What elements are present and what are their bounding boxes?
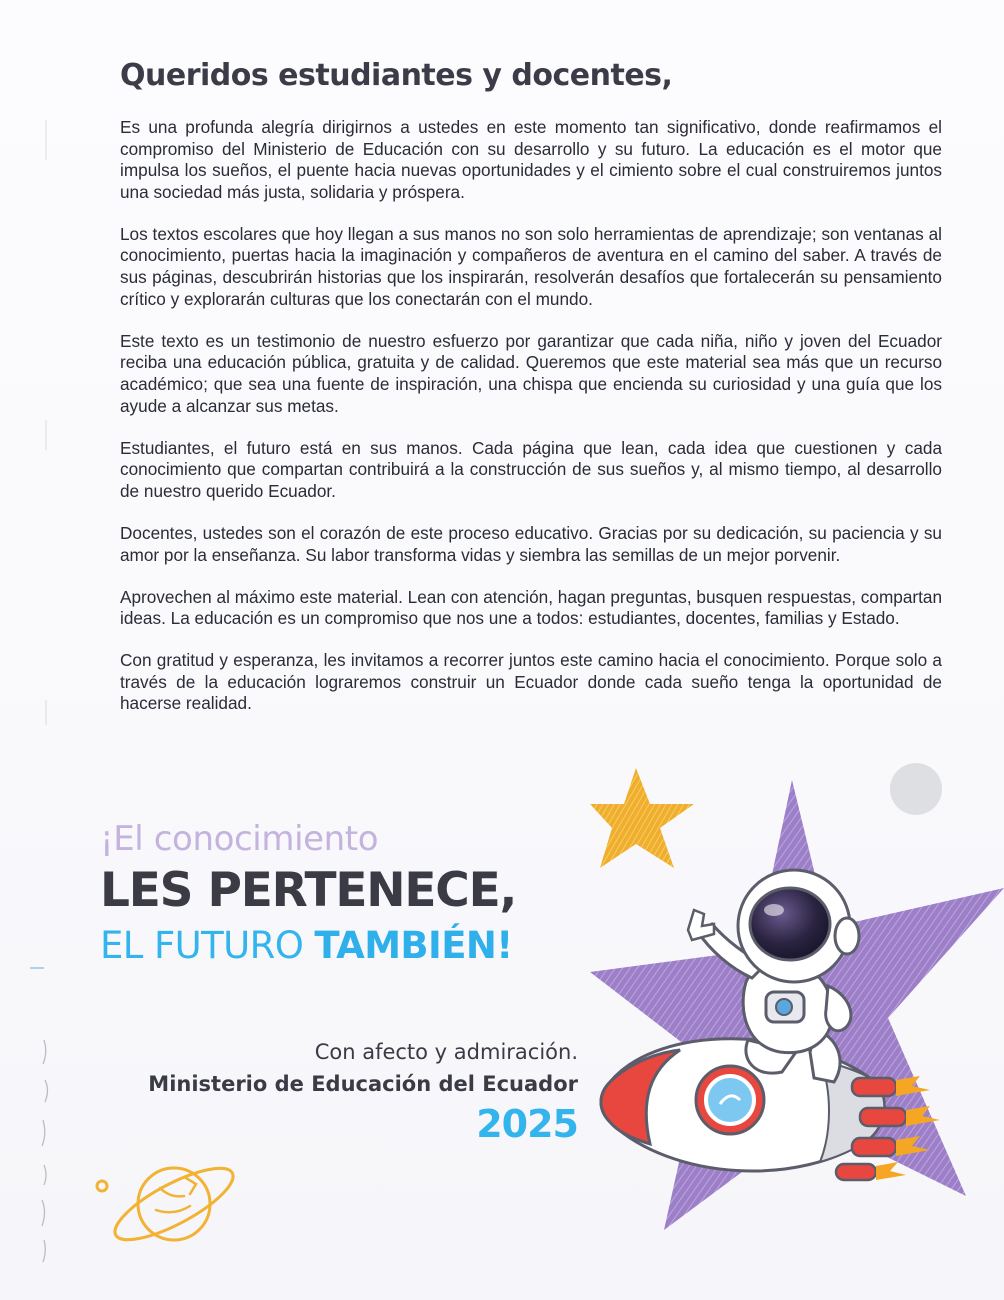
letter-paragraph: Aprovechen al máximo este material. Lean con atención, hagan preguntas, busquen respuestas, compartan ideas. La educación es un compromiso que nos une a todos: estudiantes, docentes, familias y Estado.	[120, 586, 942, 629]
signature	[148, 1036, 578, 1148]
yellow-star-icon	[590, 768, 694, 868]
letter-greeting: Queridos estudiantes y docentes,	[120, 58, 673, 93]
slogan-line-1: ¡El conocimiento	[100, 819, 379, 859]
slogan-line-3-light: EL FUTURO	[100, 924, 315, 967]
letter-paragraph: Es una profunda alegría dirigirnos a ustedes en este momento tan significativo, donde reafirmamos el compromiso del Ministerio de Educación con su desarrollo y su futuro. La educación es el motor que impulsa los sueños, el puente hacia nuevas oportunidades y el cimiento sobre el cual construiremos juntos una sociedad más justa, solidaria y próspera.	[120, 117, 942, 202]
letter-body	[120, 117, 942, 736]
letter-paragraph: Docentes, ustedes son el corazón de este proceso educativo. Gracias por su dedicación, su paciencia y su amor por la enseñanza. Su labor transforma vidas y siembra las semillas de un mejor porvenir.	[120, 522, 942, 565]
planet-icon	[90, 1148, 250, 1258]
scan-edge-marks	[0, 0, 60, 1300]
letter-paragraph: Estudiantes, el futuro está en sus manos. Cada página que lean, cada idea que cuestionen y cada conocimiento que compartan contribuirá a la construcción de sus sueños y, al mismo tiempo, al desarrollo de nuestro querido Ecuador.	[120, 437, 942, 501]
astronaut-rocket-illustration	[570, 760, 1004, 1240]
signature-organization: Ministerio de Educación del Ecuador	[148, 1072, 578, 1096]
slogan-line-2: LES PERTENECE,	[100, 863, 517, 918]
slogan-line-3	[100, 921, 620, 971]
signature-year: 2025	[476, 1102, 578, 1146]
letter-paragraph: Este texto es un testimonio de nuestro esfuerzo por garantizar que cada niña, niño y joven del Ecuador reciba una educación pública, gratuita y de calidad. Queremos que este material sea más que un recurso académico; que sea una fuente de inspiración, una chispa que encienda su curiosidad y una guía que los ayude a alcanzar sus metas.	[120, 330, 942, 416]
slogan-line-3-bold: TAMBIÉN!	[314, 924, 513, 967]
slogan	[100, 817, 620, 971]
letter-paragraph: Con gratitud y esperanza, les invitamos a recorrer juntos este camino hacia el conocimiento. Porque solo a través de la educación lograremos construir un Ecuador donde cada sueño tenga la oportunidad de hacerse realidad.	[120, 650, 942, 714]
signature-closing: Con afecto y admiración.	[314, 1040, 578, 1064]
letter-paragraph: Los textos escolares que hoy llegan a sus manos no son solo herramientas de aprendizaje; son ventanas al conocimiento, puertas hacia la imaginación y compañeros de aventura en el camino del saber. A través de sus páginas, descubrirán historias que los inspirarán, resolverán desafíos que fortalecerán su pensamiento crítico y explorarán culturas que los conectarán con el mundo.	[120, 223, 942, 309]
